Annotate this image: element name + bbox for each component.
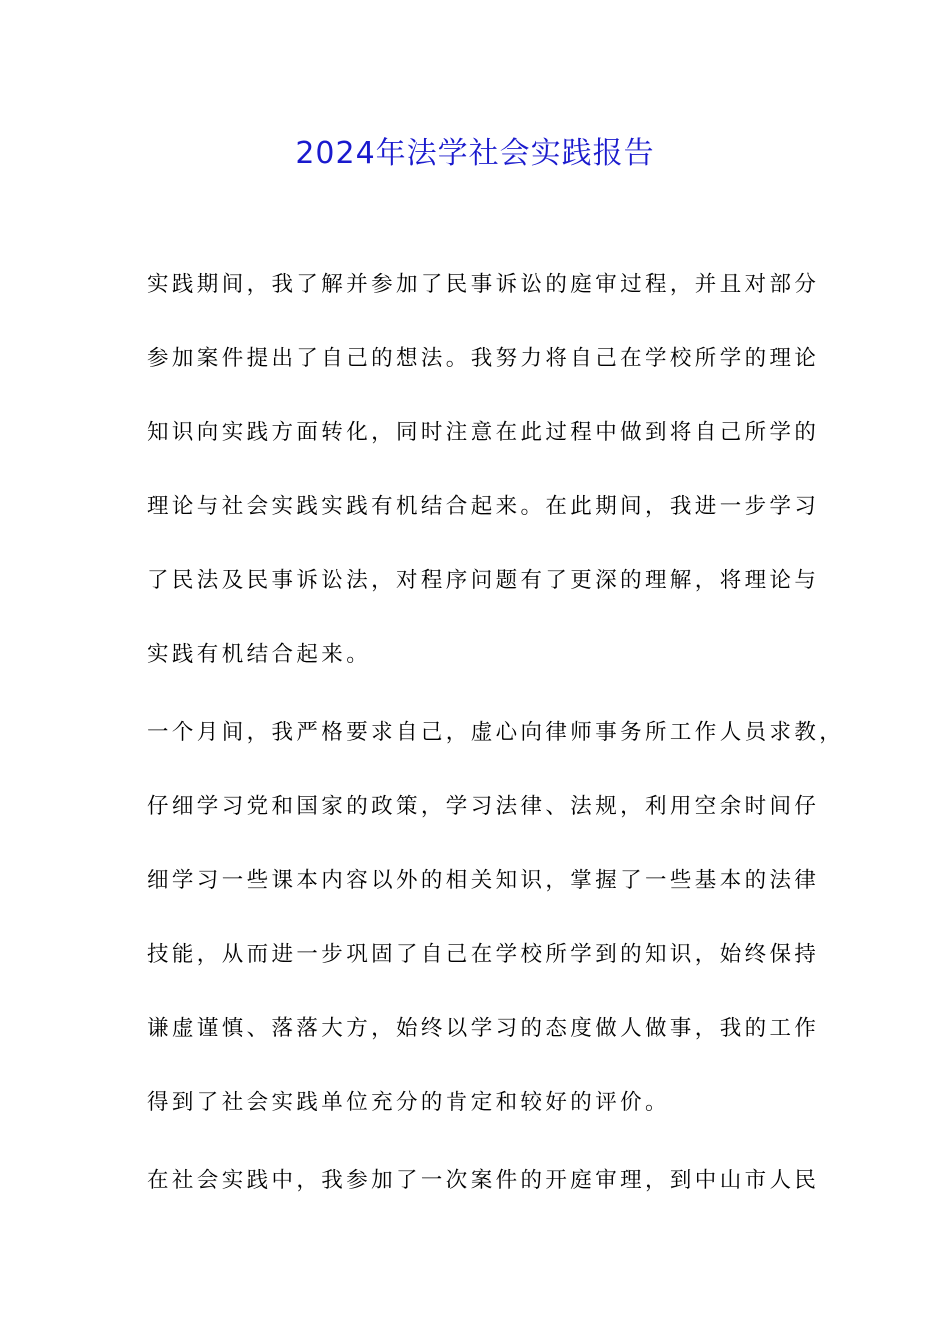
text-line: 实践有机结合起来。 <box>147 642 372 667</box>
text-line: 谦虚谨慎、落落大方，始终以学习的态度做人做事，我的工作 <box>147 1016 820 1041</box>
text-line: 仔细学习党和国家的政策，学习法律、法规，利用空余时间仔 <box>147 794 820 819</box>
text-line: 参加案件提出了自己的想法。我努力将自己在学校所学的理论 <box>147 346 820 371</box>
paragraph-1 <box>147 270 820 714</box>
paragraph-2 <box>147 718 845 1162</box>
text-line: 知识向实践方面转化，同时注意在此过程中做到将自己所学的 <box>147 420 820 445</box>
text-line: 在社会实践中，我参加了一次案件的开庭审理，到中山市人民 <box>147 1168 820 1193</box>
text-line: 得到了社会实践单位充分的肯定和较好的评价。 <box>147 1090 670 1115</box>
text-line: 技能，从而进一步巩固了自己在学校所学到的知识，始终保持 <box>147 942 820 967</box>
text-line: 实践期间，我了解并参加了民事诉讼的庭审过程，并且对部分 <box>147 272 820 297</box>
text-line: 理论与社会实践实践有机结合起来。在此期间，我进一步学习 <box>147 494 820 519</box>
text-line: 了民法及民事诉讼法，对程序问题有了更深的理解，将理论与 <box>147 568 820 593</box>
text-line: 细学习一些课本内容以外的相关知识，掌握了一些基本的法律 <box>147 868 820 893</box>
paragraph-3 <box>147 1166 820 1240</box>
document-title: 2024年法学社会实践报告 <box>295 136 655 171</box>
text-line: 一个月间，我严格要求自己，虚心向律师事务所工作人员求教， <box>147 720 845 745</box>
